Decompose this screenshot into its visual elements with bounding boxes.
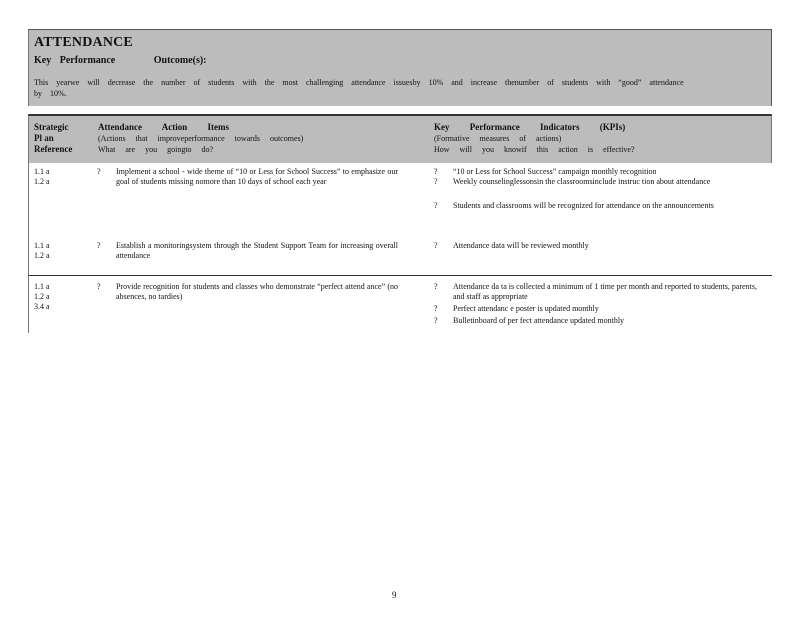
header-col3-sub2: How will you knowif this action is effective? bbox=[434, 145, 635, 154]
outcome-label: Outcome(s): bbox=[153, 55, 207, 66]
kpi-text: “10 or Less for School Success” campaign monthly recognition bbox=[453, 167, 657, 176]
kpi-text: Perfect attendanc e poster is updated monthly bbox=[453, 304, 599, 313]
section-title: ATTENDANCE bbox=[34, 35, 133, 50]
bullet-icon: ? bbox=[434, 316, 438, 325]
action-text: Establish a monitoringsystem through the Student Support Team for increasing overall attendance bbox=[116, 241, 398, 260]
table-row bbox=[28, 163, 772, 243]
action-text: Implement a school - wide theme of “10 or Less for School Success” to emphasize our goal of students missing nomore than 10 days of school each year bbox=[116, 167, 398, 186]
bullet-icon: ? bbox=[97, 241, 101, 250]
bullet-icon: ? bbox=[97, 167, 101, 176]
header-col1-line: Pl an bbox=[34, 133, 54, 143]
bullet-icon: ? bbox=[434, 241, 438, 250]
bullet-icon: ? bbox=[97, 282, 101, 291]
header-col2-sub1: (Actions that improveperformance towards outcomes) bbox=[98, 134, 304, 143]
kpi-text: Attendance data will be reviewed monthly bbox=[453, 241, 589, 250]
outcome-header bbox=[28, 29, 772, 106]
ref: 3.4 a bbox=[34, 302, 50, 311]
ref: 1.1 a bbox=[34, 167, 50, 176]
kp-label: Key Performance bbox=[34, 55, 116, 66]
header-col1-line: Strategic bbox=[34, 122, 69, 132]
header-strategic-plan bbox=[34, 122, 89, 155]
kpi-text: Attendance da ta is collected a minimum of 1 time per month and reported to students, parents, and staff as appropriate bbox=[453, 282, 757, 301]
table-row bbox=[28, 276, 772, 333]
page bbox=[28, 29, 772, 333]
kpi-text: Students and classrooms will be recognized for attendance on the announcements bbox=[453, 201, 714, 210]
bullet-icon: ? bbox=[434, 304, 438, 313]
ref: 1.2 a bbox=[34, 177, 50, 186]
header-col2-sub2: What are you goingto do? bbox=[98, 145, 214, 154]
ref: 1.1 a bbox=[34, 282, 50, 291]
row-refs bbox=[34, 241, 74, 261]
row-refs bbox=[34, 282, 74, 312]
table-header bbox=[28, 114, 772, 163]
ref: 1.2 a bbox=[34, 292, 50, 301]
kp-outcome-label bbox=[34, 54, 765, 68]
header-col3-title: Key Performance Indicators (KPIs) bbox=[434, 122, 626, 132]
header-col1-line: Reference bbox=[34, 144, 73, 154]
bullet-icon: ? bbox=[434, 201, 438, 210]
table-row bbox=[28, 243, 772, 276]
header-col3-sub1: (Formative measures of actions) bbox=[434, 134, 562, 143]
outcome-text: This yearwe will decrease the number of students with the most challenging attendance issuesby 10% and increase thenumber of students with “good” attendance by 10%. bbox=[34, 78, 684, 98]
bullet-icon: ? bbox=[434, 167, 438, 176]
ref: 1.2 a bbox=[34, 251, 50, 260]
header-col2-title: Attendance Action Items bbox=[98, 122, 229, 132]
kpi-text: Bulletinboard of per fect attendance updated monthly bbox=[453, 316, 625, 325]
ref: 1.1 a bbox=[34, 241, 50, 250]
header-action-items bbox=[98, 122, 398, 155]
bullet-icon: ? bbox=[434, 177, 438, 186]
page-number: 9 bbox=[392, 590, 397, 600]
action-text: Provide recognition for students and classes who demonstrate “perfect attend ance” (no absences, no tardies) bbox=[116, 282, 398, 301]
kpi-text: Weekly counselinglessonsin the classroomsinclude instruc tion about attendance bbox=[453, 177, 711, 186]
row-refs bbox=[34, 167, 74, 187]
bullet-icon: ? bbox=[434, 282, 438, 291]
header-kpis bbox=[434, 122, 754, 155]
